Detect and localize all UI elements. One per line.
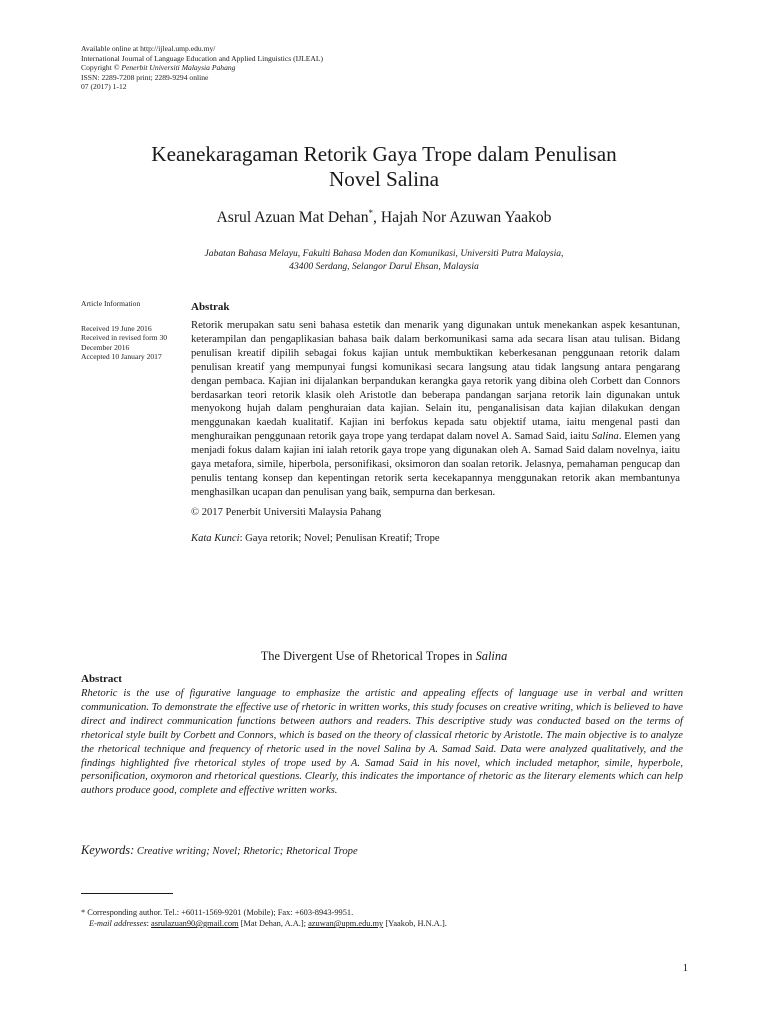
abstrak-heading: Abstrak (191, 301, 230, 313)
paper-title (80, 142, 688, 192)
kata-kunci-text: : Gaya retorik; Novel; Penulisan Kreatif; Trope (239, 532, 440, 544)
footnote (81, 907, 447, 929)
affiliation (80, 247, 688, 273)
abstract-body: Rhetoric is the use of figurative language to emphasize the artistic and appealing effects of language use in verbal and written communication. To demonstrate the effective use of rhetoric in written works, this study focuses on creative writing, which is believed to have direct and indirect communication functions between authors and readers. This descriptive study was conducted based on the terms of rhetorical style built by Corbett and Connors, which is based on the theory of classical rhetoric by Aristotle. The main objective is to analyze the rhetorical technique and frequency of rhetoric used in the novel Salina by A. Samad Said. Data were analyzed qualitatively, and the findings highlighted five rhetorical styles of trope used by A. Samad Said in his novel, which included metaphor, simile, hyperbole, personification, oxymoron and rhetorical questions. Clearly, this indicates the importance of rhetoric as the literary elements which can help authors produce good, complete and effective written works. (81, 688, 683, 797)
corresponding-author-mark: * (368, 207, 374, 218)
abstract-heading: Abstract (81, 673, 122, 685)
abstrak-section (191, 300, 680, 546)
kata-kunci-label: Kata Kunci (191, 532, 240, 544)
english-title-novel: Salina (475, 649, 508, 663)
keywords-label: Keywords: (81, 843, 135, 857)
affiliation-line-2: 43400 Serdang, Selangor Darul Ehsan, Malaysia (289, 261, 479, 272)
volume-line: 07 (2017) 1-12 (81, 82, 127, 92)
article-information (81, 299, 181, 362)
journal-header (81, 44, 323, 92)
author-list (80, 208, 688, 228)
footnote-divider (81, 893, 173, 894)
email-owner-1: [Mat Dehan, A.A.]; (238, 919, 309, 928)
journal-name-line: International Journal of Language Education and Applied Linguistics (IJLEAL) (81, 53, 324, 63)
abstrak-text-part-2: . Elemen yang menjadi fokus dalam kajian ini ialah retorik gaya trope yang digunakan oleh A. Samad Said dalam novelnya, iaitu gaya metafora, simile, hiperbola, personifikasi, oksimoron dan soalan retorik. Jelasnya, pemahaman pengucap dan penulis tentang konsep dan kepentingan retorik serta kecekapannya menggunakan retorik akan membantunya menghasilkan ucapan dan penulisan yang baik, sempurna dan berkesan. (191, 431, 680, 498)
title-line-1: Keanekaragaman Retorik Gaya Trope dalam Penulisan (151, 142, 617, 166)
issn-line: ISSN: 2289-7208 print; 2289-9294 online (81, 72, 209, 82)
abstrak-novel-title: Salina (591, 431, 619, 443)
abstrak-body (191, 319, 680, 500)
corresponding-author-note: * Corresponding author. Tel.: +6011-1569-9201 (Mobile); Fax: +603-8943-9951. (81, 908, 354, 917)
abstrak-text-part-1: Retorik merupakan satu seni bahasa estetik dan menarik yang digunakan untuk menekankan aspek kesantunan, keterampilan dan pengaplikasian bahasa baik dalam berkomunikasi sama ada secara lisan atau tulisan. Bidang penulisan kreatif dipilih sebagai fokus kajian untuk membuktikan keberkesanan penggunaan retorik dalam penulisan kreatif yang mempunyai fungsi komunikasi secara langsung atau tidak langsung antara pengarang dengan pembaca. Kajian ini dijalankan berpandukan kerangka gaya retorik yang dibina oleh Corbett dan Connors berdasarkan teori retorik klasik oleh Aristotle dan beberapa pandangan sarjana retorik lain digunakan untuk menyokong hujah dalam penghuraian data kajian. Selain itu, penganalisisan data kajian dilakukan dengan menggunakan kaedah kualitatif. Kajian ini berfokus kepada satu objektif utama, iaitu mengenal pasti dan menghuraikan penggunaan retorik gaya trope yang terdapat dalam novel A. Samad Said, iaitu (191, 320, 680, 443)
revised-date: Received in revised form 30 December 2016 (81, 333, 168, 352)
english-title (80, 648, 688, 664)
keywords (81, 843, 358, 859)
email-owner-2: [Yaakob, H.N.A.]. (383, 919, 447, 928)
article-info-heading: Article Information (81, 299, 141, 308)
page-number: 1 (682, 963, 688, 974)
english-title-text: The Divergent Use of Rhetorical Tropes in (260, 649, 476, 663)
kata-kunci (191, 532, 680, 546)
author-2: Hajah Nor Azuwan Yaakob (380, 209, 552, 226)
email-link-1[interactable]: asrulazuan90@gmail.com (151, 919, 239, 928)
affiliation-line-1: Jabatan Bahasa Melayu, Fakulti Bahasa Moden dan Komunikasi, Universiti Putra Malaysia, (204, 248, 564, 259)
email-colon: : (146, 919, 152, 928)
abstrak-copyright: © 2017 Penerbit Universiti Malaysia Pahang (191, 506, 382, 518)
copyright-header-line (81, 63, 323, 73)
accepted-date: Accepted 10 January 2017 (81, 352, 162, 362)
email-label: E-mail addresses (89, 919, 147, 928)
copyright-holder: Penerbit Universiti Malaysia Pahang (121, 63, 236, 73)
email-link-2[interactable]: azuwan@upm.edu.my (308, 919, 384, 928)
received-date: Received 19 June 2016 (81, 323, 152, 333)
title-line-2: Novel Salina (328, 167, 440, 191)
author-1: Asrul Azuan Mat Dehan (216, 209, 369, 226)
available-online-line: Available online at http://ijleal.ump.edu.my/ (81, 44, 216, 53)
keywords-text: Creative writing; Novel; Rhetoric; Rhetorical Trope (134, 846, 358, 857)
author-separator: , (373, 209, 381, 226)
copyright-prefix: Copyright © (81, 63, 122, 73)
email-addresses-line (81, 918, 447, 929)
